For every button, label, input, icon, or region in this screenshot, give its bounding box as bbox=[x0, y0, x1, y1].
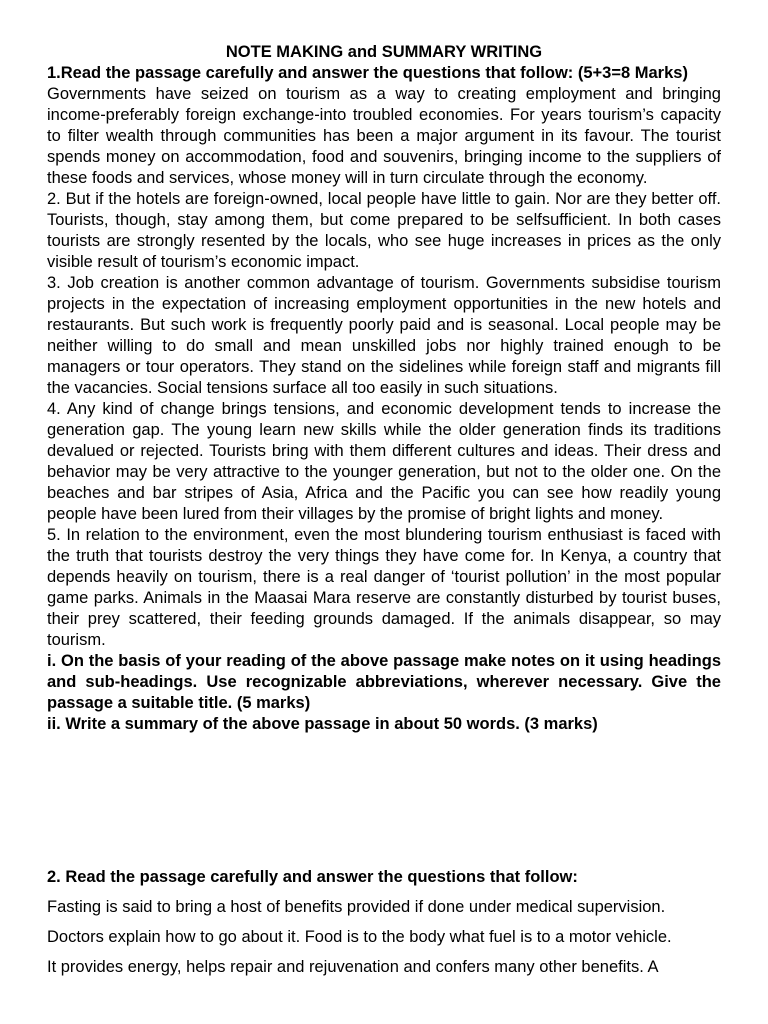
question-1-heading: 1.Read the passage carefully and answer the questions that follow: (5+3=8 Marks) bbox=[47, 64, 688, 82]
passage-2-line-2: Doctors explain how to go about it. Food is to the body what fuel is to a motor vehicle. bbox=[47, 928, 672, 946]
instruction-ii: ii. Write a summary of the above passage in about 50 words. (3 marks) bbox=[47, 715, 598, 733]
question-2-section bbox=[47, 866, 721, 986]
passage-paragraph-1: Governments have seized on tourism as a way to creating employment and bringing income-preferably foreign exchange-into troubled economies. For years tourism’s capacity to filter wealth through communities has been a major argument in its favour. The tourist spends money on accommodation, food and souvenirs, bringing income to the suppliers of these foods and services, whose money will in turn circulate through the economy. bbox=[47, 85, 721, 187]
instruction-i: i. On the basis of your reading of the above passage make notes on it using headings and sub-headings. Use recognizable abbreviations, wherever necessary. Give the passage a suitable title. (5 marks) bbox=[47, 652, 721, 712]
passage-paragraph-5: 5. In relation to the environment, even the most blundering tourism enthusiast is faced with the truth that tourists destroy the very things they have come for. In Kenya, a country that depends heavily on tourism, there is a real danger of ‘tourist pollution’ in the most popular game parks. Animals in the Maasai Mara reserve are constantly disturbed by tourist buses, their prey scattered, their feeding grounds damaged. If the animals disappear, so may tourism. bbox=[47, 526, 721, 649]
question-2-heading: 2. Read the passage carefully and answer the questions that follow: bbox=[47, 868, 578, 886]
passage-paragraph-2: 2. But if the hotels are foreign-owned, local people have little to gain. Nor are they better off. Tourists, though, stay among them, but come prepared to be selfsufficient. In both cases tourists are strongly resented by the locals, who see huge increases in prices as the only visible result of tourism’s economic impact. bbox=[47, 190, 721, 271]
page-title: NOTE MAKING and SUMMARY WRITING bbox=[225, 43, 543, 61]
passage-paragraph-4: 4. Any kind of change brings tensions, and economic development tends to increase the generation gap. The young learn new skills while the older generation finds its traditions devalued or rejected. Tourists bring with them different cultures and ideas. Their dress and behavior may be very attractive to the younger generation, but not to the older one. On the beaches and bar stripes of Asia, Africa and the Pacific you can see how readily young people have been lured from their villages by the promise of bright lights and money. bbox=[47, 400, 721, 523]
question-1-section bbox=[47, 42, 721, 735]
passage-2-line-3: It provides energy, helps repair and rejuvenation and confers many other benefits. A bbox=[47, 958, 659, 976]
passage-2-line-1: Fasting is said to bring a host of benefits provided if done under medical supervision. bbox=[47, 898, 666, 916]
passage-paragraph-3: 3. Job creation is another common advantage of tourism. Governments subsidise tourism projects in the expectation of increasing employment opportunities in the new hotels and restaurants. But such work is frequently poorly paid and is seasonal. Local people may be neither willing to do small and mean unskilled jobs nor highly trained enough to be managers or tour operators. They stand on the sidelines while foreign staff and migrants fill the vacancies. Social tensions surface all too easily in such situations. bbox=[47, 274, 721, 397]
